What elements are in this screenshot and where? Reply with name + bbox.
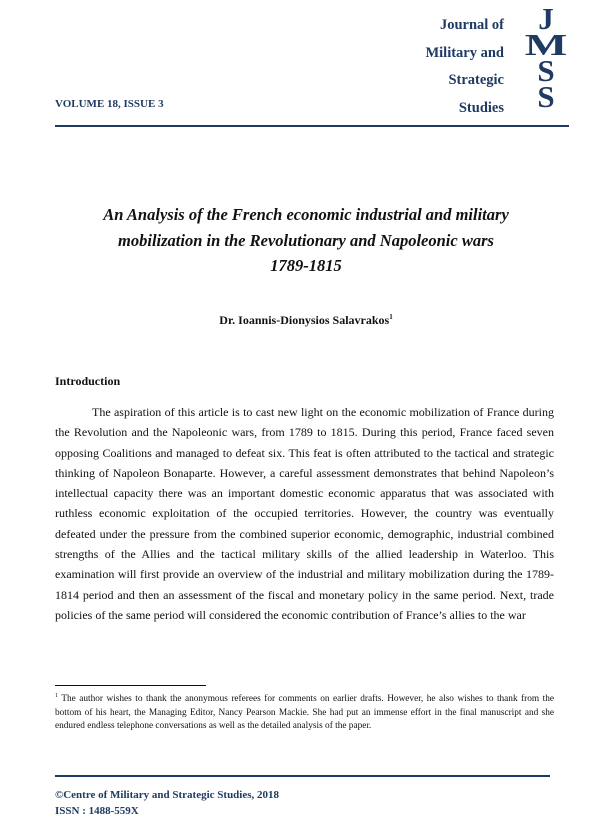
footnote-divider	[55, 685, 206, 686]
logo-letter: J	[538, 1, 554, 36]
article-title	[55, 202, 557, 279]
title-line: 1789-1815	[270, 256, 342, 275]
author-name: Dr. Ioannis-Dionysios Salavrakos	[219, 313, 390, 327]
section-heading: Introduction	[55, 374, 121, 388]
footer-divider	[55, 775, 550, 777]
footnote-mark: 1	[55, 693, 58, 699]
jmss-logo	[516, 1, 576, 114]
title-line: mobilization in the Revolutionary and Napoleonic wars	[118, 230, 494, 250]
header-divider	[55, 125, 569, 127]
journal-name	[384, 12, 504, 122]
journal-name-line: Journal of	[439, 17, 504, 33]
copyright: ©Centre of Military and Strategic Studies, 2018	[55, 789, 280, 801]
logo-letter: M	[524, 27, 568, 62]
author-line	[55, 313, 557, 328]
journal-name-line: Military and	[425, 44, 504, 61]
title-line: An Analysis of the French economic industrial and military	[103, 205, 509, 224]
body-paragraph: The aspiration of this article is to cast new light on the economic mobilization of France during the Revolution and the Napoleonic wars, from 1789 to 1815. During this period, France faced seven opposing Coalitions and managed to defeat six. This feat is often attributed to the tactical and strategic thinking of Napoleon Bonaparte. However, a careful assessment demonstrates that behind Napoleon’s intellectual capacity there was an important domestic economic apparatus that was associated with ruthless economic exploitation of the occupied territories. However, the country was eventually defeated under the pressure from the combined superior economic, demographic, industrial combined strengths of the Allies and the tactical military skills of the allied leadership in Waterloo. This examination will first provide an overview of the industrial and military mobilization during the 1789-1814 period and then an assessment of the fiscal and monetary policy in the same period. Next, trade policies of the same period will considered the economic contribution of France’s allies to the war	[55, 405, 554, 622]
author-footnote-mark[interactable]: 1	[389, 313, 393, 321]
logo-letter: S	[537, 79, 555, 114]
journal-name-line: Strategic	[448, 72, 504, 88]
volume-issue: VOLUME 18, ISSUE 3	[55, 98, 164, 110]
logo-letter: S	[537, 53, 555, 88]
footnote-text: The author wishes to thank the anonymous referees for comments on earlier drafts. However, he also wishes to thank from the bottom of his heart, the Managing Editor, Nancy Pearson Mackie. She had put an immense effort in the final manuscript and she endured endless telephone conversations as well as the detailed analysis of the paper.	[55, 694, 554, 732]
issn: ISSN : 1488-559X	[55, 804, 139, 817]
footnote	[55, 690, 554, 734]
footer	[55, 788, 279, 819]
journal-name-line: Studies	[458, 99, 504, 116]
